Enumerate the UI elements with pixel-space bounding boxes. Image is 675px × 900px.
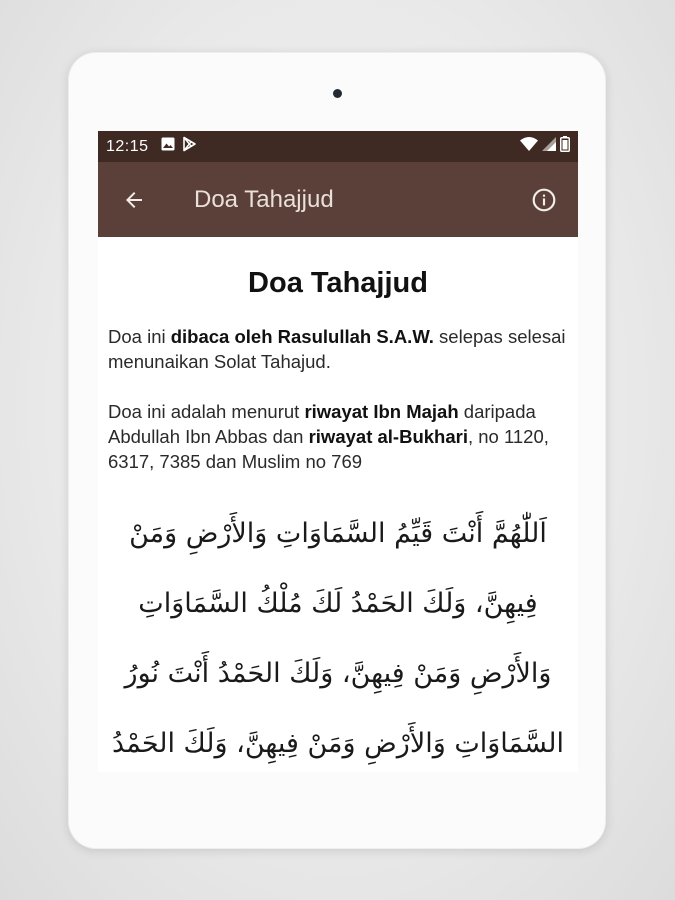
intro-text-end: selepas selesai menunaikan Solat Tahajud.: [108, 326, 566, 372]
app-toolbar: [98, 162, 578, 237]
signal-icon: [542, 137, 556, 156]
source-text-3: , no 1120, 6317, 7385 dan Muslim no 769: [108, 426, 549, 472]
source-bold-2: riwayat al-Bukhari: [308, 426, 468, 447]
battery-icon: [560, 136, 570, 157]
intro-bold-text: dibaca oleh Rasulullah S.A.W.: [170, 326, 434, 347]
arabic-prayer: [108, 499, 568, 772]
play-store-icon: [181, 136, 197, 157]
info-button[interactable]: [530, 186, 558, 214]
image-icon: [161, 137, 175, 156]
source-text-1: Doa ini adalah menurut: [108, 401, 305, 422]
info-icon: [531, 187, 557, 213]
source-paragraph: [108, 399, 568, 474]
status-bar: [98, 131, 578, 162]
intro-text: Doa ini: [108, 326, 171, 347]
arabic-line: وَالأَرْضِ وَمَنْ فِيهِنَّ، وَلَكَ الحَمْدُ أَنْتَ نُورُ: [124, 658, 552, 689]
status-time: 12:15: [106, 137, 149, 155]
wifi-icon: [520, 137, 538, 156]
camera-dot: [333, 89, 342, 98]
intro-paragraph: [108, 324, 568, 374]
arabic-line: فِيهِنَّ، وَلَكَ الحَمْدُ لَكَ مُلْكُ السَّمَاوَاتِ: [138, 588, 538, 619]
arrow-back-icon: [122, 188, 146, 212]
toolbar-title: Doa Tahajjud: [194, 186, 334, 213]
source-bold-1: riwayat Ibn Majah: [304, 401, 459, 422]
arabic-line: اَللّٰهُمَّ أَنْتَ قَيِّمُ السَّمَاوَاتِ وَالأَرْضِ وَمَنْ: [129, 518, 547, 549]
app-screen: [98, 131, 578, 772]
content-area: [98, 267, 578, 772]
back-button[interactable]: [120, 186, 148, 214]
source-text-2: daripada Abdullah Ibn Abbas dan: [108, 401, 536, 447]
page-title: Doa Tahajjud: [248, 267, 428, 299]
arabic-line: السَّمَاوَاتِ وَالأَرْضِ وَمَنْ فِيهِنَّ، وَلَكَ الحَمْدُ: [112, 728, 564, 759]
